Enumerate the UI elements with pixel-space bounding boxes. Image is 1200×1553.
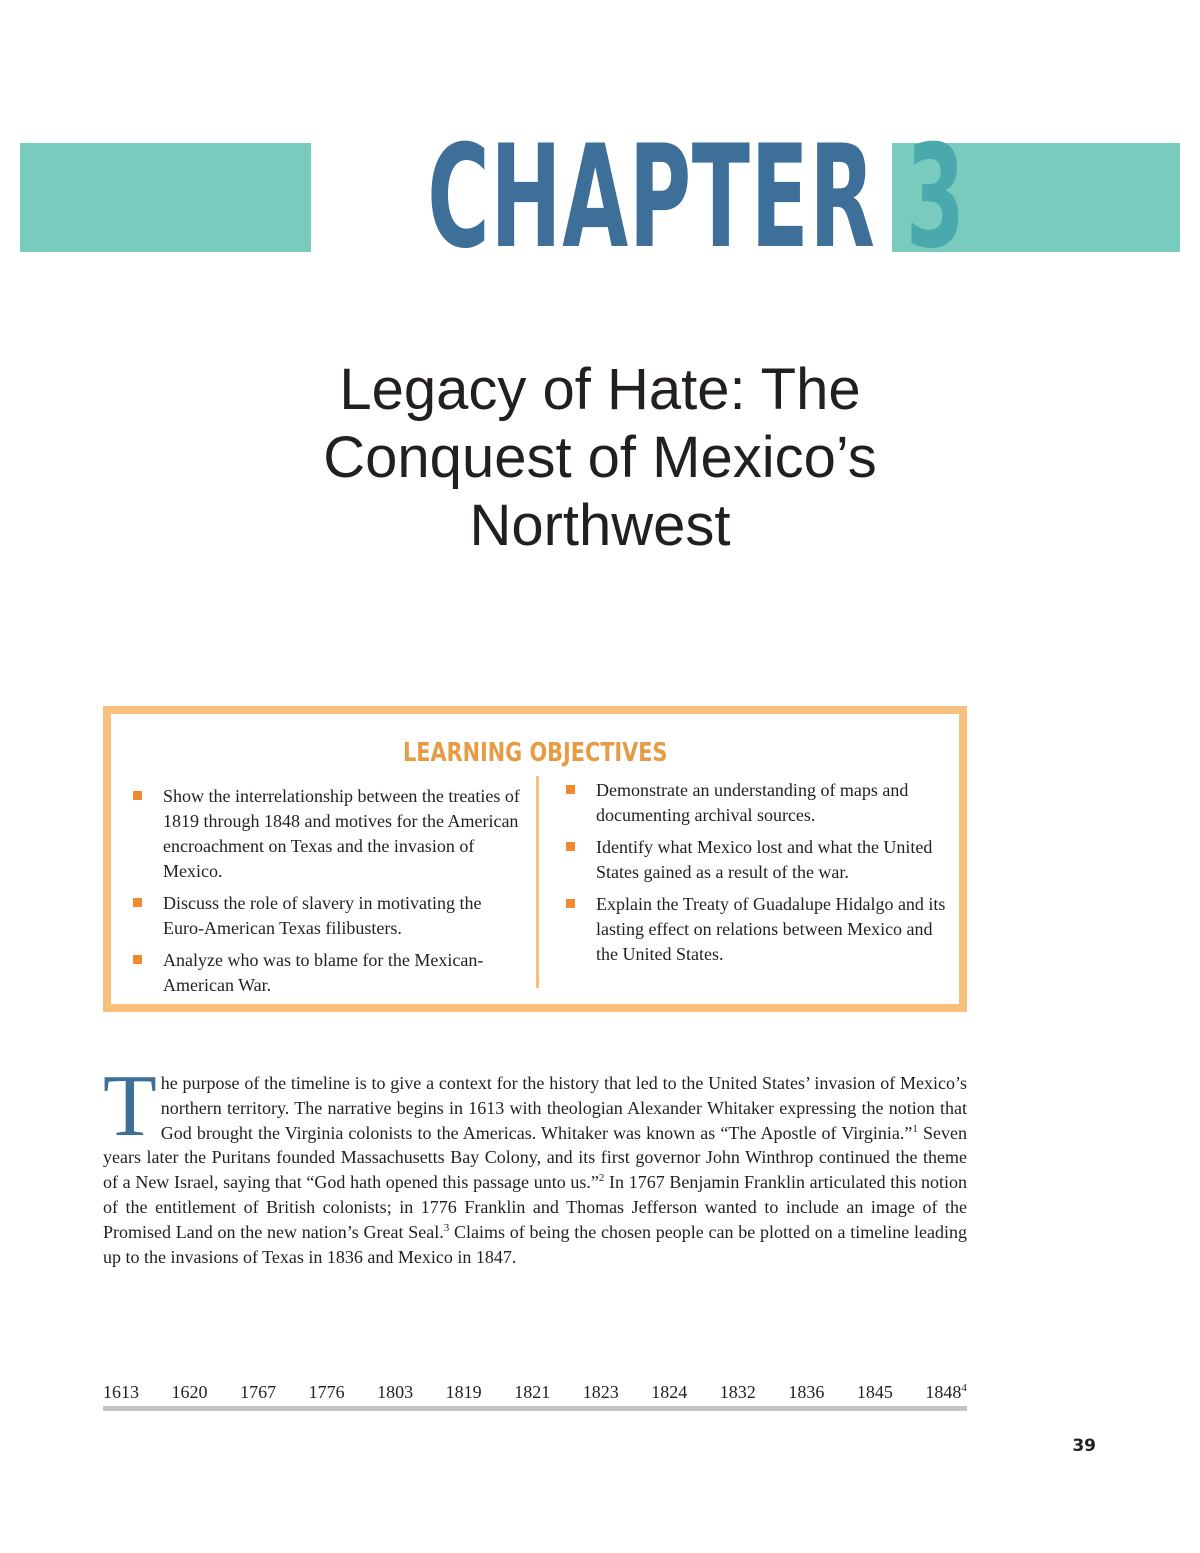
learning-objectives-box [103,706,967,1012]
objective-item: Explain the Treaty of Guadalupe Hidalgo and its lasting effect on relations between Mexico and the United States. [564,892,959,967]
teal-band-left [20,143,311,252]
footnote-marker[interactable]: 3 [443,1221,450,1234]
timeline-year: 1845 [856,1382,893,1402]
timeline [103,1382,967,1404]
chapter-number: 3 [905,115,966,280]
timeline-year: 1824 [651,1382,688,1402]
bullet-square-icon [133,898,142,907]
chapter-title-line: Legacy of Hate: The [339,357,861,422]
footnote-marker[interactable]: 4 [961,1382,967,1394]
bullet-square-icon [566,899,575,908]
bullet-square-icon [133,791,142,800]
page-number: 39 [1072,1436,1096,1456]
timeline-year: 1821 [514,1382,551,1402]
timeline-year: 1832 [719,1382,756,1402]
objectives-right-column [564,778,959,974]
timeline-year: 1823 [582,1382,619,1402]
learning-objectives-title: LEARNING OBJECTIVES [402,738,668,768]
drop-cap: T [103,1058,157,1155]
objective-item: Demonstrate an understanding of maps and documenting archival sources. [564,778,959,828]
timeline-year: 1819 [445,1382,482,1402]
objective-item: Discuss the role of slavery in motivating the Euro-American Texas filibusters. [131,891,526,941]
chapter-heading [427,115,966,280]
chapter-title-line: Northwest [469,493,731,558]
chapter-label: CHAPTER [427,115,876,280]
objective-item: Show the interrelationship between the treaties of 1819 through 1848 and motives for the American encroachment on Texas and the invasion of Mexico. [131,784,526,884]
body-text-segment: Seven years later the Puritans founded Massachusetts Bay Colony, and its first governor John Winthrop continued the theme of a New Israel, saying that “God hath opened this passage unto us.” [103,1122,968,1193]
bullet-square-icon [566,785,575,794]
body-text-segment: In 1767 Benjamin Franklin articulated this notion of the entitlement of British colonists; in 1776 Franklin and Thomas Jefferson wanted to include an image of the Promised Land on the new nation’s Great Seal. [103,1172,967,1242]
bullet-square-icon [133,955,142,964]
objectives-divider [536,776,539,988]
objectives-left-column [131,784,526,1005]
timeline-year: 1620 [171,1382,208,1402]
body-paragraph [103,1058,968,1269]
chapter-title-line: Conquest of Mexico’s [323,425,877,490]
timeline-year: 1776 [308,1382,345,1402]
body-text-segment: he purpose of the timeline is to give a context for the history that led to the United States’ invasion of Mexico’s northern territory. The narrative begins in 1613 with theologian Alexander Whitaker expressing the notion that God brought the Virginia colonists to the Americas. Whitaker was known as “The Apostle of Virginia.” [160,1073,967,1143]
timeline-year: 1767 [240,1382,277,1402]
timeline-rule [103,1406,967,1411]
chapter-title [150,356,1050,560]
timeline-year: 1613 [103,1382,139,1402]
bullet-square-icon [566,842,575,851]
footnote-marker[interactable]: 2 [598,1172,605,1185]
objective-item: Identify what Mexico lost and what the United States gained as a result of the war. [564,835,959,885]
footnote-marker[interactable]: 1 [912,1122,918,1135]
timeline-year: 1836 [788,1382,825,1402]
timeline-year-last: 1848$^4$ [925,1382,967,1402]
objective-item: Analyze who was to blame for the Mexican-American War. [131,948,526,998]
body-text-segment: Claims of being the chosen people can be plotted on a timeline leading up to the invasions of Texas in 1836 and Mexico in 1847. [103,1221,967,1267]
timeline-year: 1803 [377,1382,414,1402]
